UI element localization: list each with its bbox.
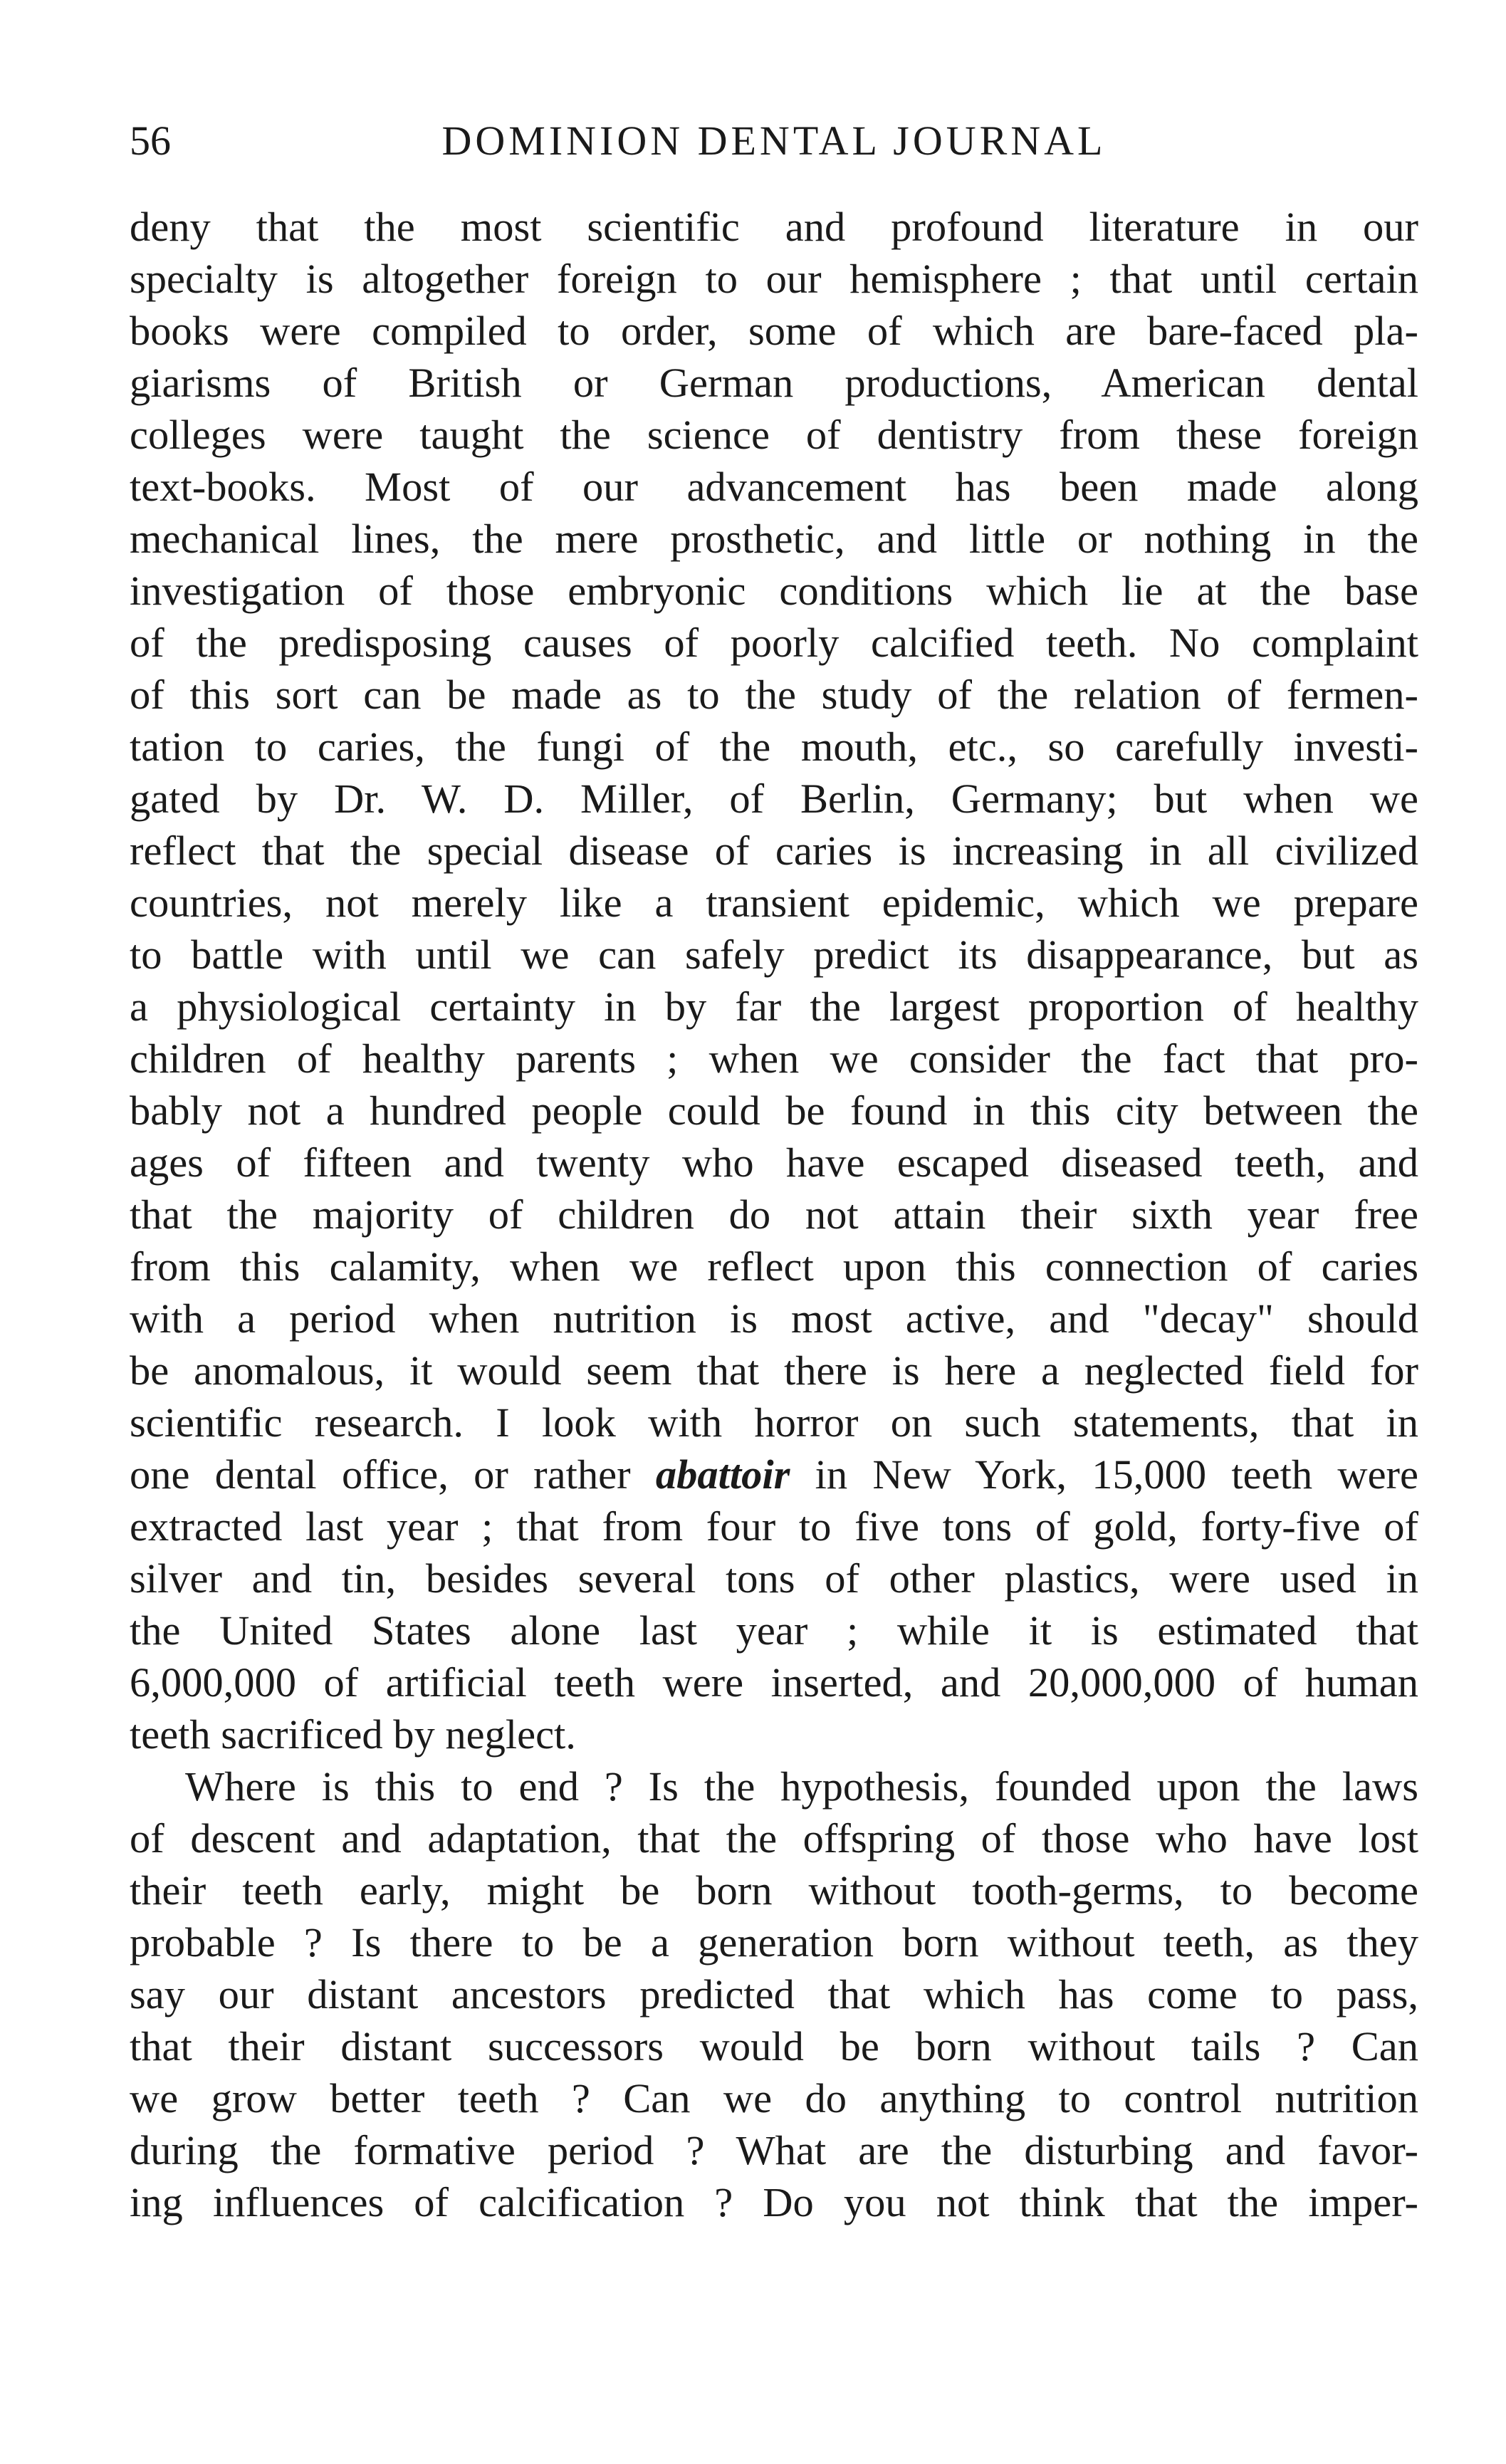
body-text	[130, 201, 1418, 2228]
text-line: 6,000,000 of artificial teeth were inserted, and 20,000,000 of human	[130, 1659, 1418, 1706]
text-line: to battle with until we can safely predict its disappearance, but as	[130, 931, 1418, 978]
text-line: reflect that the special disease of caries is increasing in all civilized	[130, 828, 1418, 874]
text-line: that the majority of children do not attain their sixth year free	[130, 1191, 1418, 1238]
text-line: gated by Dr. W. D. Miller, of Berlin, Germany; but when we	[130, 776, 1418, 822]
text-line: text-books. Most of our advancement has been made along	[130, 464, 1418, 510]
text-line: from this calamity, when we reflect upon this connection of caries	[130, 1243, 1418, 1290]
text-line: we grow better teeth ? Can we do anything to control nutrition	[130, 2075, 1418, 2121]
text-line: extracted last year ; that from four to five tons of gold, forty-five of	[130, 1503, 1418, 1550]
page-header	[130, 113, 1418, 169]
text-line: bably not a hundred people could be found in this city between the	[130, 1087, 1418, 1134]
text-line: giarisms of British or German productions, American dental	[130, 360, 1418, 406]
text-line: with a period when nutrition is most active, and "decay" should	[130, 1295, 1418, 1342]
text-line: during the formative period ? What are the disturbing and favor-	[130, 2127, 1418, 2173]
text-line: colleges were taught the science of dentistry from these foreign	[130, 412, 1418, 458]
text-line: ages of fifteen and twenty who have escaped diseased teeth, and	[130, 1139, 1418, 1186]
text-line: children of healthy parents ; when we consider the fact that pro-	[130, 1035, 1418, 1082]
text-line: one dental office, or rather abattoir in New York, 15,000 teeth were	[130, 1451, 1418, 1498]
text-line: of this sort can be made as to the study of the relation of fermen-	[130, 672, 1418, 718]
text-line: of the predisposing causes of poorly calcified teeth. No complaint	[130, 620, 1418, 666]
italic-word: abattoir	[655, 1451, 790, 1498]
text-line: that their distant successors would be born without tails ? Can	[130, 2023, 1418, 2069]
text-line: tation to caries, the fungi of the mouth, etc., so carefully investi-	[130, 724, 1418, 770]
text-line: deny that the most scientific and profound literature in our	[130, 204, 1418, 250]
text-line: their teeth early, might be born without tooth-germs, to become	[130, 1867, 1418, 1914]
text-line: of descent and adaptation, that the offspring of those who have lost	[130, 1815, 1418, 1862]
text-line: countries, not merely like a transient epidemic, which we prepare	[130, 879, 1418, 926]
text-line: teeth sacrificed by neglect.	[130, 1711, 576, 1758]
text-line: probable ? Is there to be a generation born without teeth, as they	[130, 1919, 1418, 1966]
paragraph	[130, 1760, 1418, 2228]
text-line: say our distant ancestors predicted that which has come to pass,	[130, 1971, 1418, 2017]
text-line: silver and tin, besides several tons of other plastics, were used in	[130, 1555, 1418, 1602]
text-line: investigation of those embryonic conditions which lie at the base	[130, 568, 1418, 614]
paragraph	[130, 201, 1418, 1760]
running-title: DOMINION DENTAL JOURNAL	[441, 118, 1107, 164]
page-number: 56	[130, 118, 171, 164]
text-line: a physiological certainty in by far the largest proportion of healthy	[130, 983, 1418, 1030]
text-line: ing influences of calcification ? Do you not think that the imper-	[130, 2179, 1418, 2225]
text-line: books were compiled to order, some of which are bare-faced pla-	[130, 308, 1418, 354]
text-line: Where is this to end ? Is the hypothesis, founded upon the laws	[185, 1763, 1418, 1810]
text-line: be anomalous, it would seem that there is here a neglected field for	[130, 1347, 1418, 1394]
text-line: specialty is altogether foreign to our hemisphere ; that until certain	[130, 256, 1418, 302]
text-line: scientific research. I look with horror on such statements, that in	[130, 1399, 1418, 1446]
text-line: the United States alone last year ; while it is estimated that	[130, 1607, 1418, 1654]
text-line: mechanical lines, the mere prosthetic, and little or nothing in the	[130, 516, 1418, 562]
